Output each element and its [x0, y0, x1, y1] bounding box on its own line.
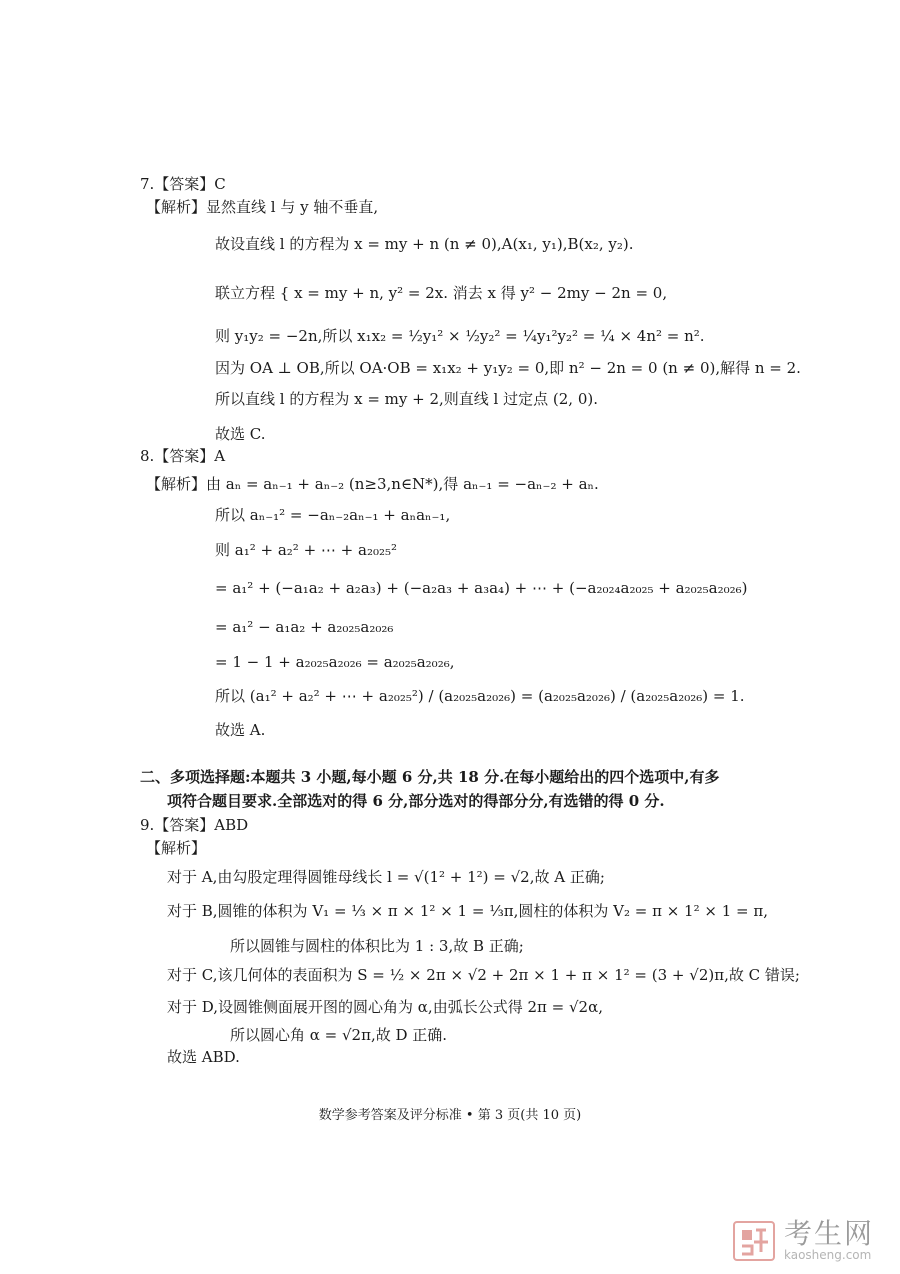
page-footer: 数学参考答案及评分标准 • 第 3 页(共 10 页)	[318, 1108, 582, 1123]
watermark-cn: 考生网	[783, 1217, 874, 1250]
text-line: 所以 aₙ₋₁² = −aₙ₋₂aₙ₋₁ + aₙaₙ₋₁,	[215, 506, 451, 524]
text-line: 故选 A.	[215, 721, 266, 739]
text-line: 【解析】	[146, 839, 207, 857]
site-watermark	[732, 1218, 874, 1262]
text-line: 7.【答案】C	[140, 175, 226, 193]
text-line: 项符合题目要求.全部选对的得 6 分,部分选对的得部分分,有选错的得 0 分.	[167, 792, 665, 810]
watermark-en: kaosheng.com	[783, 1248, 872, 1262]
text-line: 故选 ABD.	[167, 1048, 240, 1066]
text-line: 故设直线 l 的方程为 x = my + n (n ≠ 0),A(x₁, y₁),B(x₂, y₂).	[215, 235, 634, 253]
text-line: 所以圆锥与圆柱的体积比为 1 : 3,故 B 正确;	[230, 937, 524, 955]
text-line: 对于 D,设圆锥侧面展开图的圆心角为 α,由弧长公式得 2π = √2α,	[167, 998, 603, 1016]
text-line: 对于 C,该几何体的表面积为 S = ½ × 2π × √2 + 2π × 1 + π × 1² = (3 + √2)π,故 C 错误;	[167, 966, 800, 984]
text-line: 因为 OA ⊥ OB,所以 OA·OB = x₁x₂ + y₁y₂ = 0,即 n² − 2n = 0 (n ≠ 0),解得 n = 2.	[215, 359, 801, 377]
text-line: 联立方程 { x = my + n, y² = 2x. 消去 x 得 y² − 2my − 2n = 0,	[215, 284, 668, 302]
text-line: 【解析】由 aₙ = aₙ₋₁ + aₙ₋₂ (n≥3,n∈N*),得 aₙ₋₁ = −aₙ₋₂ + aₙ.	[146, 475, 599, 493]
text-line: 【解析】显然直线 l 与 y 轴不垂直,	[146, 198, 379, 216]
text-line: 对于 B,圆锥的体积为 V₁ = ⅓ × π × 1² × 1 = ⅓π,圆柱的体积为 V₂ = π × 1² × 1 = π,	[167, 902, 768, 920]
text-line: = a₁² + (−a₁a₂ + a₂a₃) + (−a₂a₃ + a₃a₄) + ⋯ + (−a₂₀₂₄a₂₀₂₅ + a₂₀₂₅a₂₀₂₆)	[215, 579, 748, 597]
text-line: 所以 (a₁² + a₂² + ⋯ + a₂₀₂₅²) / (a₂₀₂₅a₂₀₂₆) = (a₂₀₂₅a₂₀₂₆) / (a₂₀₂₅a₂₀₂₆) = 1.	[215, 687, 745, 705]
text-line: = a₁² − a₁a₂ + a₂₀₂₅a₂₀₂₆	[215, 618, 394, 636]
text-line: 对于 A,由勾股定理得圆锥母线长 l = √(1² + 1²) = √2,故 A 正确;	[167, 868, 605, 886]
text-line: 则 y₁y₂ = −2n,所以 x₁x₂ = ½y₁² × ½y₂² = ¼y₁²y₂² = ¼ × 4n² = n².	[215, 327, 705, 345]
text-line: 8.【答案】A	[140, 447, 226, 465]
text-line: 所以直线 l 的方程为 x = my + 2,则直线 l 过定点 (2, 0).	[215, 390, 598, 408]
text-line: 二、多项选择题:本题共 3 小题,每小题 6 分,共 18 分.在每小题给出的四个选项中,有多	[140, 768, 720, 786]
text-line: 所以圆心角 α = √2π,故 D 正确.	[230, 1026, 448, 1044]
text-line: 9.【答案】ABD	[140, 816, 249, 834]
text-line: = 1 − 1 + a₂₀₂₅a₂₀₂₆ = a₂₀₂₅a₂₀₂₆,	[215, 653, 455, 671]
kaosheng-logo-icon	[732, 1218, 776, 1262]
text-line: 故选 C.	[215, 425, 266, 443]
text-line: 则 a₁² + a₂² + ⋯ + a₂₀₂₅²	[215, 541, 398, 559]
